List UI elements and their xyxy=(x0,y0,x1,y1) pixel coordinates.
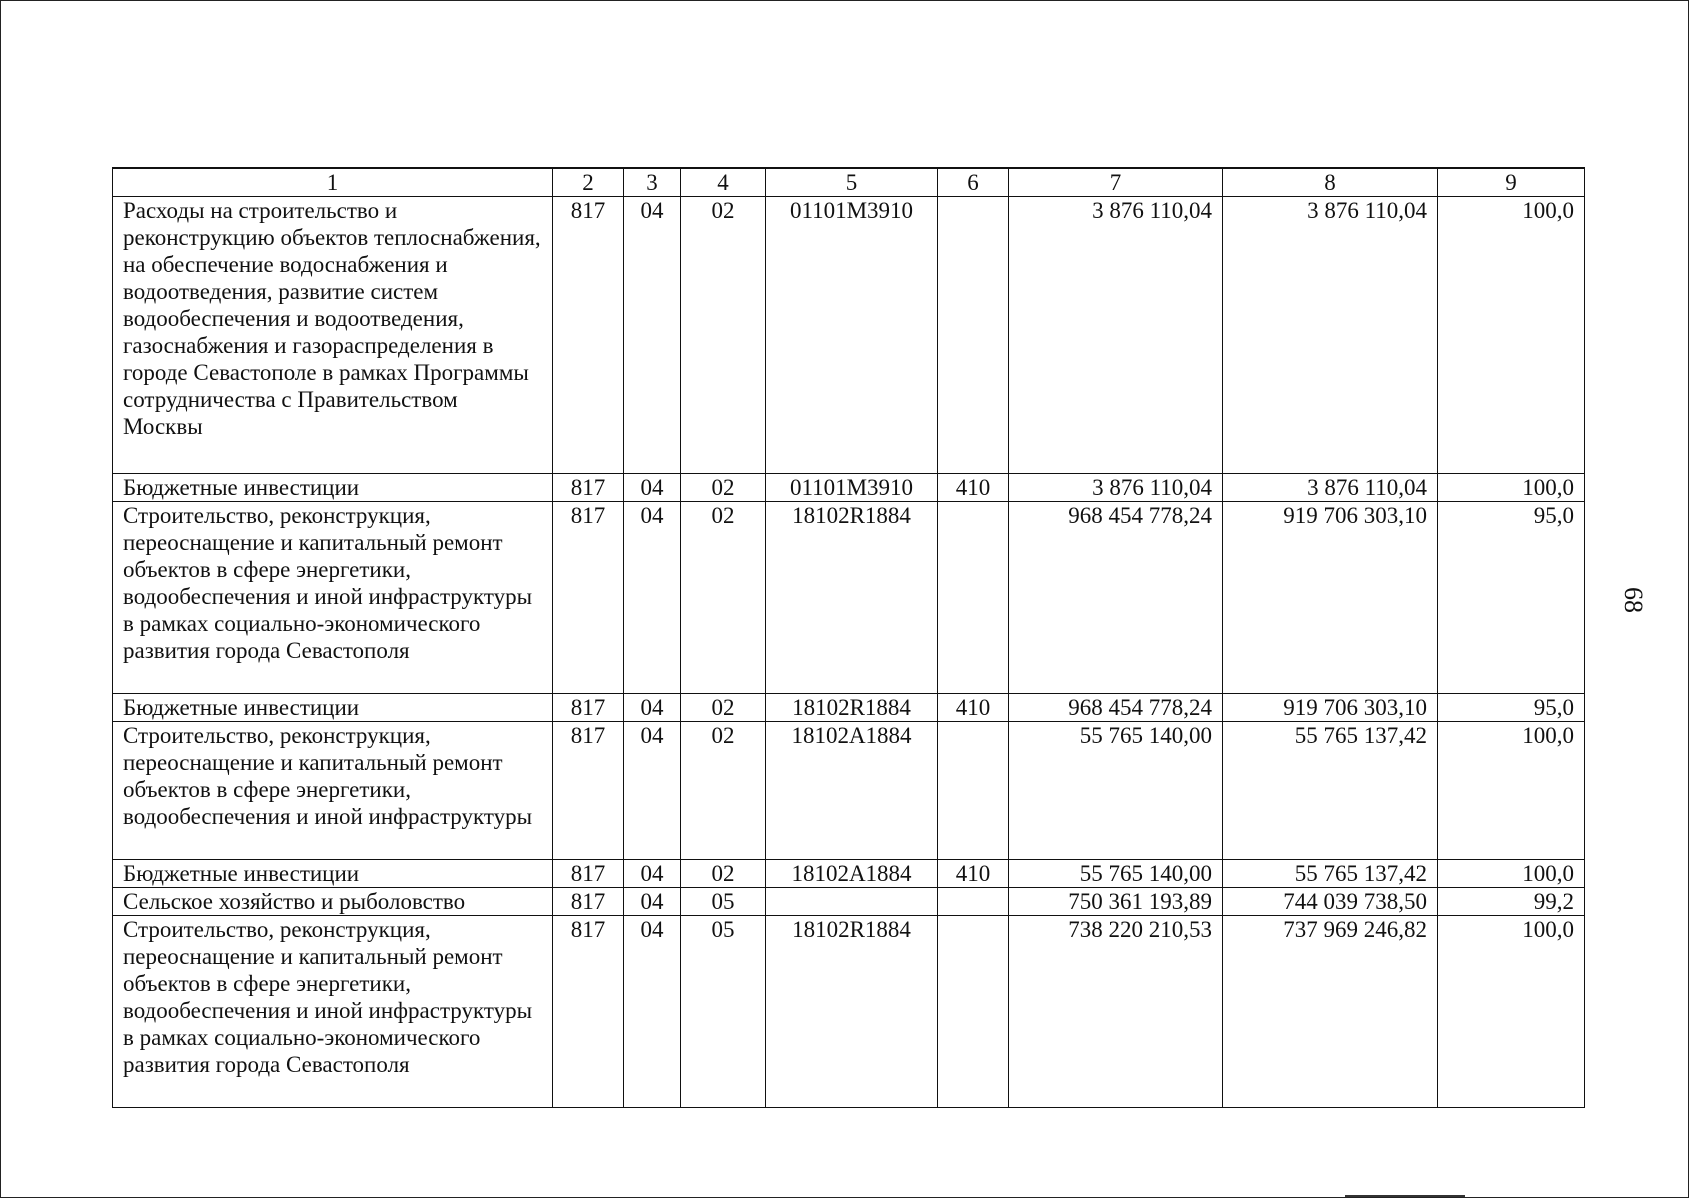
header-col-7: 7 xyxy=(1009,168,1223,197)
table-row xyxy=(113,722,1585,860)
row-code-target: 18102A1884 xyxy=(766,860,938,888)
header-col-5: 5 xyxy=(766,168,938,197)
row-name: Строительство, реконструкция, переоснащение и капитальный ремонт объектов в сфере энергетики, водообеспечения и иной инфраструктуры в рамках социально-экономического развития города Севастополя xyxy=(113,916,553,1108)
row-name: Бюджетные инвестиции xyxy=(113,474,553,502)
row-planned-amount: 750 361 193,89 xyxy=(1009,888,1223,916)
row-code-subsection: 02 xyxy=(681,860,766,888)
row-code-expense-type xyxy=(938,197,1009,474)
header-col-2: 2 xyxy=(553,168,624,197)
row-actual-amount: 3 876 110,04 xyxy=(1223,197,1438,474)
row-code-ministry: 817 xyxy=(553,722,624,860)
row-name: Бюджетные инвестиции xyxy=(113,694,553,722)
row-actual-amount: 737 969 246,82 xyxy=(1223,916,1438,1108)
row-code-target: 18102R1884 xyxy=(766,502,938,694)
table-row xyxy=(113,694,1585,722)
row-code-target: 01101M3910 xyxy=(766,197,938,474)
row-code-ministry: 817 xyxy=(553,916,624,1108)
row-code-subsection: 05 xyxy=(681,888,766,916)
row-actual-amount: 55 765 137,42 xyxy=(1223,722,1438,860)
row-actual-amount: 55 765 137,42 xyxy=(1223,860,1438,888)
row-code-ministry: 817 xyxy=(553,197,624,474)
row-code-section: 04 xyxy=(624,694,681,722)
row-percent: 100,0 xyxy=(1438,474,1585,502)
row-code-section: 04 xyxy=(624,474,681,502)
row-name: Строительство, реконструкция, переоснащение и капитальный ремонт объектов в сфере энергетики, водообеспечения и иной инфраструктуры в рамках социально-экономического развития города Севастополя xyxy=(113,502,553,694)
header-col-1: 1 xyxy=(113,168,553,197)
row-code-expense-type: 410 xyxy=(938,474,1009,502)
row-actual-amount: 744 039 738,50 xyxy=(1223,888,1438,916)
row-code-expense-type xyxy=(938,916,1009,1108)
row-code-target: 18102R1884 xyxy=(766,916,938,1108)
row-planned-amount: 55 765 140,00 xyxy=(1009,722,1223,860)
row-planned-amount: 55 765 140,00 xyxy=(1009,860,1223,888)
table-row xyxy=(113,916,1585,1108)
row-code-ministry: 817 xyxy=(553,474,624,502)
row-name: Бюджетные инвестиции xyxy=(113,860,553,888)
row-code-subsection: 05 xyxy=(681,916,766,1108)
row-code-target: 18102A1884 xyxy=(766,722,938,860)
header-col-4: 4 xyxy=(681,168,766,197)
row-percent: 99,2 xyxy=(1438,888,1585,916)
row-planned-amount: 738 220 210,53 xyxy=(1009,916,1223,1108)
row-code-subsection: 02 xyxy=(681,474,766,502)
header-col-8: 8 xyxy=(1223,168,1438,197)
row-code-section: 04 xyxy=(624,888,681,916)
header-col-3: 3 xyxy=(624,168,681,197)
row-code-expense-type: 410 xyxy=(938,694,1009,722)
row-actual-amount: 919 706 303,10 xyxy=(1223,694,1438,722)
row-code-subsection: 02 xyxy=(681,197,766,474)
row-code-expense-type xyxy=(938,502,1009,694)
budget-table xyxy=(112,167,1585,1108)
row-code-section: 04 xyxy=(624,722,681,860)
header-col-6: 6 xyxy=(938,168,1009,197)
row-code-subsection: 02 xyxy=(681,694,766,722)
row-actual-amount: 3 876 110,04 xyxy=(1223,474,1438,502)
row-percent: 100,0 xyxy=(1438,916,1585,1108)
row-actual-amount: 919 706 303,10 xyxy=(1223,502,1438,694)
row-planned-amount: 3 876 110,04 xyxy=(1009,197,1223,474)
scan-artifact-line xyxy=(1345,1195,1465,1197)
row-code-subsection: 02 xyxy=(681,502,766,694)
row-planned-amount: 968 454 778,24 xyxy=(1009,694,1223,722)
row-code-section: 04 xyxy=(624,860,681,888)
row-planned-amount: 968 454 778,24 xyxy=(1009,502,1223,694)
table-row xyxy=(113,197,1585,474)
row-code-expense-type xyxy=(938,722,1009,860)
row-percent: 100,0 xyxy=(1438,197,1585,474)
table-row xyxy=(113,888,1585,916)
table-row xyxy=(113,502,1585,694)
row-code-ministry: 817 xyxy=(553,888,624,916)
row-percent: 100,0 xyxy=(1438,860,1585,888)
row-percent: 100,0 xyxy=(1438,722,1585,860)
row-code-section: 04 xyxy=(624,916,681,1108)
row-name: Сельское хозяйство и рыболовство xyxy=(113,888,553,916)
header-col-9: 9 xyxy=(1438,168,1585,197)
budget-table-container xyxy=(112,167,1584,1108)
row-code-section: 04 xyxy=(624,197,681,474)
row-code-target xyxy=(766,888,938,916)
row-code-target: 01101M3910 xyxy=(766,474,938,502)
row-code-subsection: 02 xyxy=(681,722,766,860)
row-code-section: 04 xyxy=(624,502,681,694)
row-percent: 95,0 xyxy=(1438,694,1585,722)
row-code-target: 18102R1884 xyxy=(766,694,938,722)
header-row xyxy=(113,168,1585,197)
row-planned-amount: 3 876 110,04 xyxy=(1009,474,1223,502)
row-code-expense-type: 410 xyxy=(938,860,1009,888)
row-name: Расходы на строительство и реконструкцию объектов теплоснабжения, на обеспечение водоснабжения и водоотведения, развитие систем водообеспечения и водоотведения, газоснабжения и газораспределения в городе Севастополе в рамках Программы сотрудничества с Правительством Москвы xyxy=(113,197,553,474)
table-row xyxy=(113,860,1585,888)
table-row xyxy=(113,474,1585,502)
row-code-ministry: 817 xyxy=(553,694,624,722)
page-number: 68 xyxy=(1619,587,1648,613)
row-code-ministry: 817 xyxy=(553,860,624,888)
row-code-expense-type xyxy=(938,888,1009,916)
row-name: Строительство, реконструкция, переоснащение и капитальный ремонт объектов в сфере энергетики, водообеспечения и иной инфраструктуры xyxy=(113,722,553,860)
row-code-ministry: 817 xyxy=(553,502,624,694)
row-percent: 95,0 xyxy=(1438,502,1585,694)
